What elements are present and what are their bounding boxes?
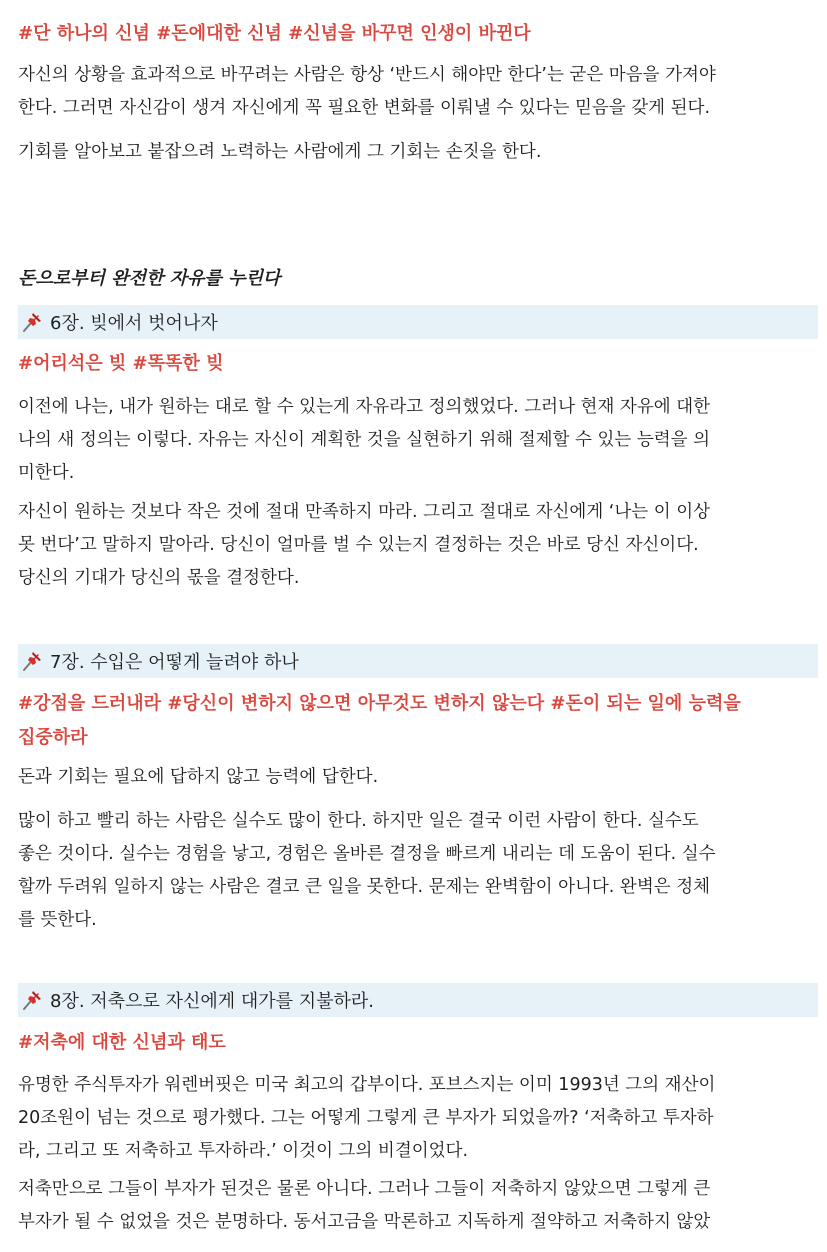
text-line: 를 뜻한다.: [18, 910, 97, 930]
chapter-8-header: [18, 983, 818, 1017]
chapter-6-paragraph-1: [18, 391, 818, 490]
text-line: 당신의 기대가 당신의 몫을 결정한다.: [18, 568, 300, 588]
chapter-6-hashtags: #어리석은 빚 #똑똑한 빚: [18, 353, 224, 374]
text-line: 기회를 알아보고 붙잡으려 노력하는 사람에게 그 기회는 손짓을 한다.: [18, 142, 542, 162]
text-line: 자신이 원하는 것보다 작은 것에 절대 만족하지 마라. 그리고 절대로 자신에게 ‘나는 이 이상: [18, 502, 711, 522]
text-line: 돈과 기회는 필요에 답하지 않고 능력에 답한다.: [18, 767, 379, 787]
pushpin-icon: [20, 310, 44, 334]
chapter-7-paragraph-2: [18, 805, 818, 937]
text-line: 유명한 주식투자가 워렌버핏은 미국 최고의 갑부이다. 포브스지는 이미 1993년 그의 재산이: [18, 1075, 716, 1095]
text-line: 할까 두려워 일하지 않는 사람은 결코 큰 일을 못한다. 문제는 완벽함이 아니다. 완벽은 정체: [18, 877, 711, 897]
intro-paragraph-2: [18, 136, 818, 169]
pushpin-icon: [20, 988, 44, 1012]
chapter-6-paragraph-2: [18, 496, 818, 595]
section-heading: 돈으로부터 완전한 자유를 누린다: [18, 268, 281, 289]
text-line: 저축만으로 그들이 부자가 된것은 물론 아니다. 그러나 그들이 저축하지 않았으면 그렇게 큰: [18, 1179, 711, 1199]
chapter-8-paragraph-1: [18, 1069, 818, 1168]
chapter-title: 8장. 저축으로 자신에게 대가를 지불하라.: [50, 991, 374, 1012]
chapter-title: 7장. 수입은 어떻게 늘려야 하나: [50, 652, 299, 673]
text-line: 좋은 것이다. 실수는 경험을 낳고, 경험은 올바른 결정을 빠르게 내리는 데 도움이 된다. 실수: [18, 844, 716, 864]
text-line: 한다. 그러면 자신감이 생겨 자신에게 꼭 필요한 변화를 이뤄낼 수 있다는 믿음을 갖게 된다.: [18, 98, 711, 118]
intro-paragraph-1: [18, 59, 818, 125]
text-line: 못 번다’고 말하지 말아라. 당신이 얼마를 벌 수 있는지 결정하는 것은 바로 당신 자신이다.: [18, 535, 699, 555]
text-line: 이전에 나는, 내가 원하는 대로 할 수 있는게 자유라고 정의했었다. 그러나 현재 자유에 대한: [18, 397, 711, 417]
chapter-8-hashtags: #저축에 대한 신념과 태도: [18, 1032, 226, 1053]
chapter-7-header: [18, 644, 818, 678]
chapter-8-paragraph-2: [18, 1173, 818, 1239]
chapter-7-hashtags: [18, 687, 818, 755]
intro-hashtags: #단 하나의 신념 #돈에대한 신념 #신념을 바꾸면 인생이 바뀐다: [18, 23, 531, 44]
text-line: 많이 하고 빨리 하는 사람은 실수도 많이 한다. 하지만 일은 결국 이런 사람이 한다. 실수도: [18, 811, 699, 831]
chapter-7-paragraph-1: [18, 761, 818, 794]
text-line: 20조원이 넘는 것으로 평가했다. 그는 어떻게 그렇게 큰 부자가 되었을까? ‘저축하고 투자하: [18, 1108, 714, 1128]
text-line: 나의 새 정의는 이렇다. 자유는 자신이 계획한 것을 실현하기 위해 절제할 수 있는 능력을 의: [18, 430, 711, 450]
text-line: 미한다.: [18, 463, 75, 483]
pushpin-icon: [20, 649, 44, 673]
hashtag-line: 집중하라: [18, 727, 88, 748]
chapter-title: 6장. 빚에서 벗어나자: [50, 313, 218, 334]
hashtag-line: #강점을 드러내라 #당신이 변하지 않으면 아무것도 변하지 않는다 #돈이 되는 일에 능력을: [18, 693, 741, 714]
text-line: 라, 그리고 또 저축하고 투자하라.’ 이것이 그의 비결이었다.: [18, 1141, 469, 1161]
text-line: 자신의 상황을 효과적으로 바꾸려는 사람은 항상 ‘반드시 해야만 한다’는 굳은 마음을 가져야: [18, 65, 716, 85]
chapter-6-header: [18, 305, 818, 339]
text-line: 부자가 될 수 없었을 것은 분명하다. 동서고금을 막론하고 지독하게 절약하고 저축하지 않았: [18, 1212, 711, 1232]
